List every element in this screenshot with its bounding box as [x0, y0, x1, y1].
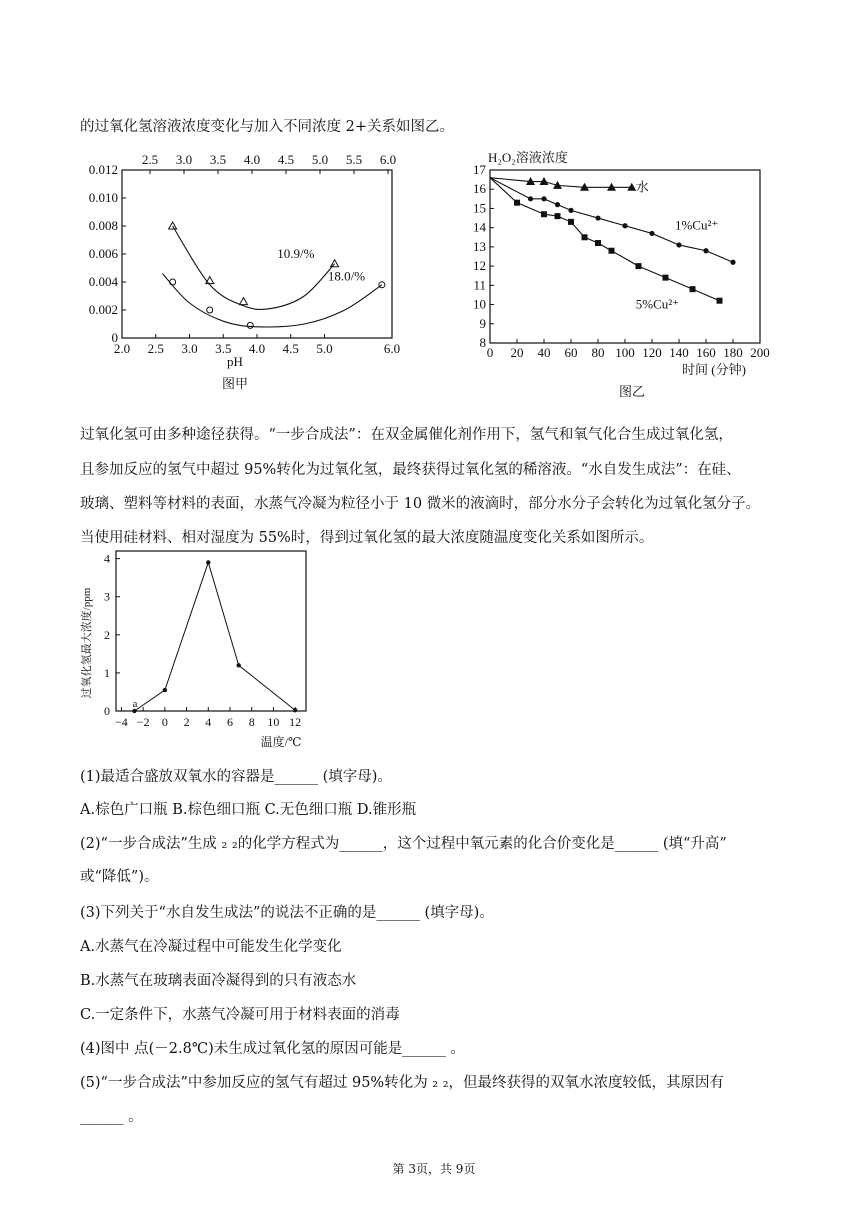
x-tick-label: 6 — [227, 715, 233, 729]
chart-time-ylabel: H₂O₂溶液浓度 — [488, 150, 568, 165]
x-bottom-tick-label: 3.0 — [181, 341, 198, 356]
x-bottom-tick-label: 4.0 — [248, 341, 266, 356]
question-1: (1)最适合盛放双氧水的容器是______ (填字母)。 — [80, 769, 392, 785]
x-bottom-tick-label: 6.0 — [383, 341, 401, 356]
paragraph-line-1: 过氧化氢可由多种途径获得。“一步合成法”：在双金属催化剂作用下，氢气和氧气化合生成过氧化氢， — [80, 427, 733, 443]
x-tick-label: 140 — [669, 345, 689, 360]
x-tick-label: 0 — [161, 715, 168, 729]
data-point — [555, 213, 561, 219]
data-point — [703, 248, 708, 253]
chart-temperature-ylabel: 过氧化氢最大浓度/ppm — [81, 587, 93, 699]
data-point — [541, 196, 546, 201]
data-point — [595, 240, 601, 246]
x-tick-label: 12 — [289, 715, 302, 729]
data-point — [568, 208, 573, 213]
data-point — [568, 219, 574, 225]
y-tick-label: 0.010 — [88, 190, 118, 205]
series-label: 1%Cu²⁺ — [674, 217, 719, 233]
data-point — [649, 231, 654, 236]
x-top-tick-label: 3.0 — [175, 152, 193, 167]
data-point — [730, 260, 735, 265]
y-tick-label: 0 — [111, 330, 118, 345]
series-label: 水 — [635, 179, 649, 195]
chart-time-xlabel: 时间 (分钟) — [682, 362, 746, 377]
data-point — [609, 248, 615, 254]
y-tick-label: 9 — [479, 315, 486, 331]
x-tick-label: 200 — [750, 345, 770, 360]
chart-temperature — [76, 545, 316, 755]
data-point — [514, 200, 520, 206]
question-3-option-c: C.一定条件下，水蒸气冷凝可用于材料表面的消毒 — [80, 1007, 400, 1023]
x-bottom-tick-label: 4.5 — [282, 341, 299, 356]
x-top-tick-label: 3.5 — [209, 152, 227, 167]
point-label-a: a — [132, 698, 138, 710]
x-bottom-tick-label: 2.0 — [113, 341, 131, 356]
question-3-option-a: A.水蒸气在冷凝过程中可能发生化学变化 — [80, 939, 342, 955]
page-footer: 第 3页，共 9页 — [392, 1162, 476, 1176]
x-top-tick-label: 4.0 — [243, 152, 261, 167]
data-point — [240, 298, 248, 305]
question-5-cont: ______ 。 — [80, 1109, 143, 1125]
x-top-tick-label: 5.5 — [345, 152, 363, 167]
data-point — [541, 211, 547, 217]
question-2: (2)“一步合成法”生成 ₂ ₂的化学方程式为______，这个过程中氧元素的化合价变化是______ (填“升高” — [80, 836, 727, 852]
x-tick-label: 60 — [564, 345, 578, 360]
x-tick-label: 160 — [696, 345, 716, 360]
x-tick-label: 2 — [183, 715, 190, 729]
x-top-tick-label: 4.5 — [277, 152, 295, 167]
data-point — [236, 663, 240, 667]
x-bottom-tick-label: 3.5 — [215, 341, 232, 356]
x-top-tick-label: 2.5 — [141, 152, 159, 167]
question-2-cont: 或“降低”)。 — [80, 869, 159, 885]
chart-ph-caption: 图甲 — [221, 376, 249, 391]
y-tick-label: 15 — [473, 200, 486, 216]
x-tick-label: 20 — [510, 345, 524, 360]
data-point — [331, 260, 339, 267]
x-tick-label: 0 — [486, 345, 494, 360]
data-point — [293, 708, 297, 712]
y-tick-label: 0.012 — [88, 162, 118, 177]
y-tick-label: 0.004 — [88, 274, 118, 289]
y-tick-label: 0.006 — [88, 246, 118, 261]
data-point — [206, 560, 210, 564]
y-tick-label: 14 — [473, 219, 486, 235]
x-bottom-tick-label: 2.5 — [147, 341, 164, 356]
question-1-options: A.棕色广口瓶 B.棕色细口瓶 C.无色细口瓶 D.锥形瓶 — [80, 802, 417, 818]
x-bottom-tick-label: 5.0 — [316, 341, 333, 356]
question-3: (3)下列关于“水自发生成法”的说法不正确的是______ (填字母)。 — [80, 905, 494, 921]
x-tick-label: 8 — [248, 715, 255, 729]
data-point — [170, 279, 176, 285]
data-point — [622, 223, 627, 228]
data-point — [595, 215, 600, 220]
y-tick-label: 1 — [104, 665, 110, 680]
intro-line: 的过氧化氢溶液浓度变化与加入不同浓度 2+关系如图乙。 — [80, 119, 454, 135]
question-3-option-b: B.水蒸气在玻璃表面冷凝得到的只有液态水 — [80, 973, 357, 989]
y-tick-label: 0.008 — [88, 218, 118, 233]
data-point — [528, 196, 533, 201]
data-point — [206, 277, 214, 284]
series-label: 5%Cu²⁺ — [635, 296, 680, 312]
y-tick-label: 0 — [104, 704, 110, 718]
x-tick-label: −2 — [136, 715, 150, 729]
y-tick-label: 11 — [473, 277, 486, 293]
data-point — [163, 688, 167, 692]
paragraph-line-2: 且参加反应的氢气中超过 95%转化为过氧化氢，最终获得过氧化氢的稀溶液。“水自发生成法”：在硅、 — [80, 462, 741, 478]
data-point — [379, 282, 385, 288]
data-point — [555, 202, 560, 207]
y-tick-label: 4 — [104, 551, 110, 566]
x-tick-label: 10 — [267, 715, 280, 729]
x-tick-label: 180 — [723, 345, 743, 360]
y-tick-label: 8 — [479, 335, 486, 350]
question-5: (5)“一步合成法”中参加反应的氢气有超过 95%转化为 ₂ ₂，但最终获得的双氧水浓度较低，其原因有 — [80, 1075, 725, 1091]
x-top-tick-label: 6.0 — [379, 152, 397, 167]
series-label: 18.0/% — [327, 268, 366, 284]
data-point — [717, 298, 723, 304]
x-tick-label: 100 — [615, 345, 635, 360]
data-point — [207, 307, 213, 313]
data-point — [247, 322, 253, 328]
paragraph-line-3: 玻璃、塑料等材料的表面，水蒸气冷凝为粒径小于 10 微米的液滴时，部分水分子会转化为过氧化氢分子。 — [80, 496, 761, 512]
x-tick-label: 120 — [642, 345, 662, 360]
y-tick-label: 0.002 — [88, 302, 118, 317]
y-tick-label: 10 — [473, 296, 486, 312]
y-tick-label: 12 — [473, 258, 486, 274]
series-label: 10.9/% — [277, 246, 315, 262]
y-tick-label: 16 — [473, 181, 486, 197]
chart-ph-xlabel: pH — [227, 354, 243, 369]
series-line — [134, 562, 295, 711]
paragraph-line-4: 当使用硅材料、相对湿度为 55%时，得到过氧化氢的最大浓度随温度变化关系如图所示。 — [80, 530, 654, 546]
question-4: (4)图中 点(－2.8℃)未生成过氧化氢的原因可能是______ 。 — [80, 1041, 465, 1057]
y-tick-label: 17 — [473, 162, 486, 177]
chart-time-caption: 图乙 — [618, 384, 646, 399]
chart-time — [462, 146, 772, 404]
data-point — [169, 222, 177, 229]
y-tick-label: 3 — [104, 589, 110, 604]
y-tick-label: 13 — [473, 238, 486, 254]
data-point — [690, 286, 696, 292]
chart-temperature-xlabel: 温度/℃ — [260, 735, 302, 749]
data-point — [663, 275, 669, 281]
data-point — [636, 263, 642, 269]
x-tick-label: −4 — [115, 715, 128, 729]
y-tick-label: 2 — [104, 627, 110, 642]
chart-ph — [80, 148, 410, 398]
data-point — [582, 234, 588, 240]
x-tick-label: 4 — [205, 715, 212, 729]
x-top-tick-label: 5.0 — [311, 152, 329, 167]
series-line-10.9 — [173, 226, 335, 309]
x-tick-label: 80 — [591, 345, 605, 360]
data-point — [676, 242, 681, 247]
x-tick-label: 40 — [537, 345, 551, 360]
